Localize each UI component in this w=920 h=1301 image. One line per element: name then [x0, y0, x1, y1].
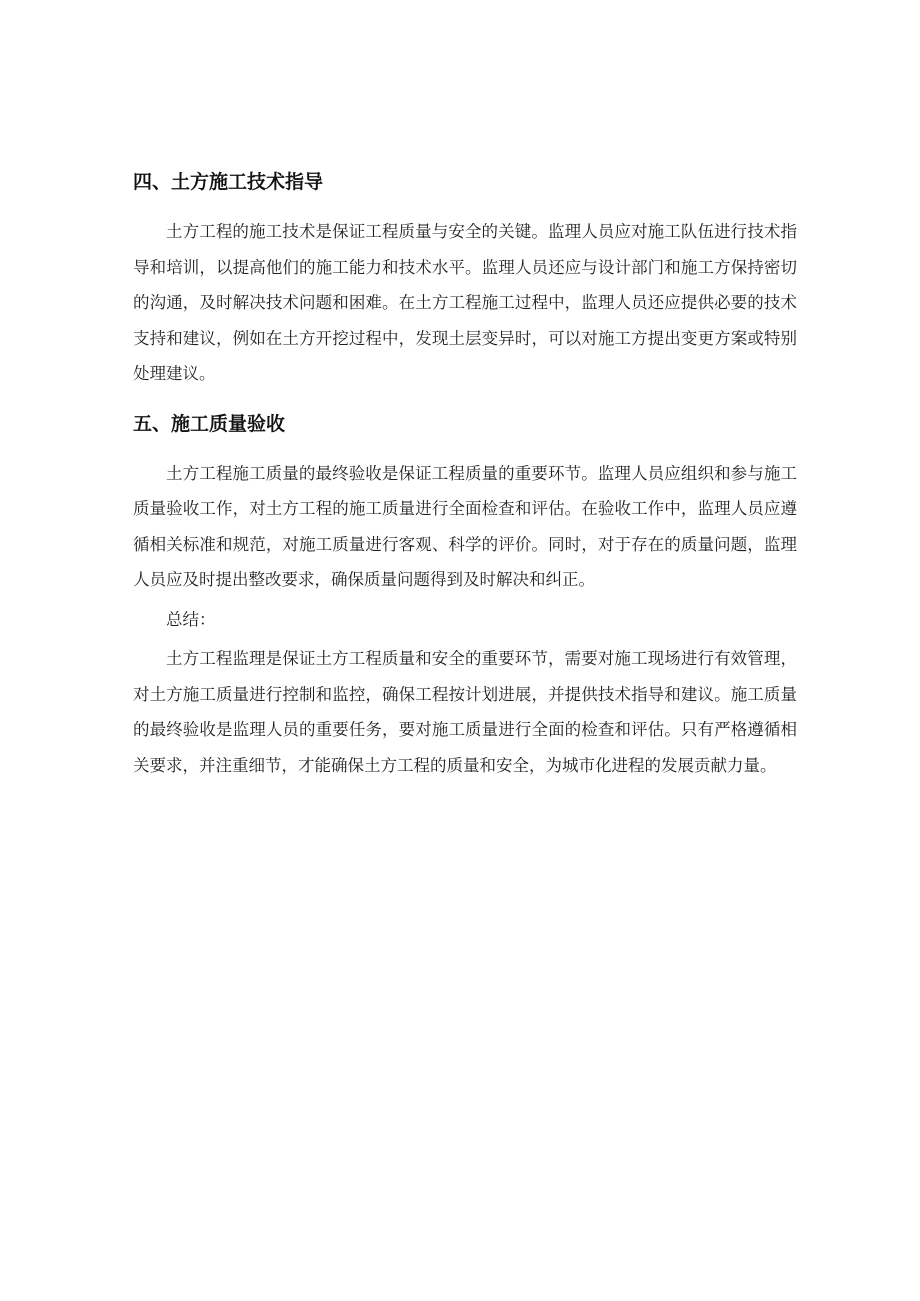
section-heading-quality-acceptance: 五、施工质量验收 [133, 412, 286, 435]
summary-label: 总结： [166, 609, 216, 629]
section-paragraph-earthwork-guidance: 土方工程的施工技术是保证工程质量与安全的关键。监理人员应对施工队伍进行技术指导和培训，以提高他们的施工能力和技术水平。监理人员还应与设计部门和施工方保持密切的沟通，及时解决技术问题和困难。在土方工程施工过程中，监理人员还应提供必要的技术支持和建议，例如在土方开挖过程中，发现土层变异时，可以对施工方提出变更方案或特别处理建议。 [133, 222, 797, 383]
summary-paragraph: 土方工程监理是保证土方工程质量和安全的重要环节，需要对施工现场进行有效管理，对土方施工质量进行控制和监控，确保工程按计划进展，并提供技术指导和建议。施工质量的最终验收是监理人员的重要任务，要对施工质量进行全面的检查和评估。只有严格遵循相关要求，并注重细节，才能确保土方工程的质量和安全，为城市化进程的发展贡献力量。 [133, 649, 797, 775]
section-paragraph-quality-acceptance: 土方工程施工质量的最终验收是保证工程质量的重要环节。监理人员应组织和参与施工质量验收工作，对土方工程的施工质量进行全面检查和评估。在验收工作中，监理人员应遵循相关标准和规范，对施工质量进行客观、科学的评价。同时，对于存在的质量问题，监理人员应及时提出整改要求，确保质量问题得到及时解决和纠正。 [133, 463, 797, 589]
section-heading-earthwork-guidance: 四、土方施工技术指导 [133, 171, 324, 193]
document-body [133, 166, 797, 783]
